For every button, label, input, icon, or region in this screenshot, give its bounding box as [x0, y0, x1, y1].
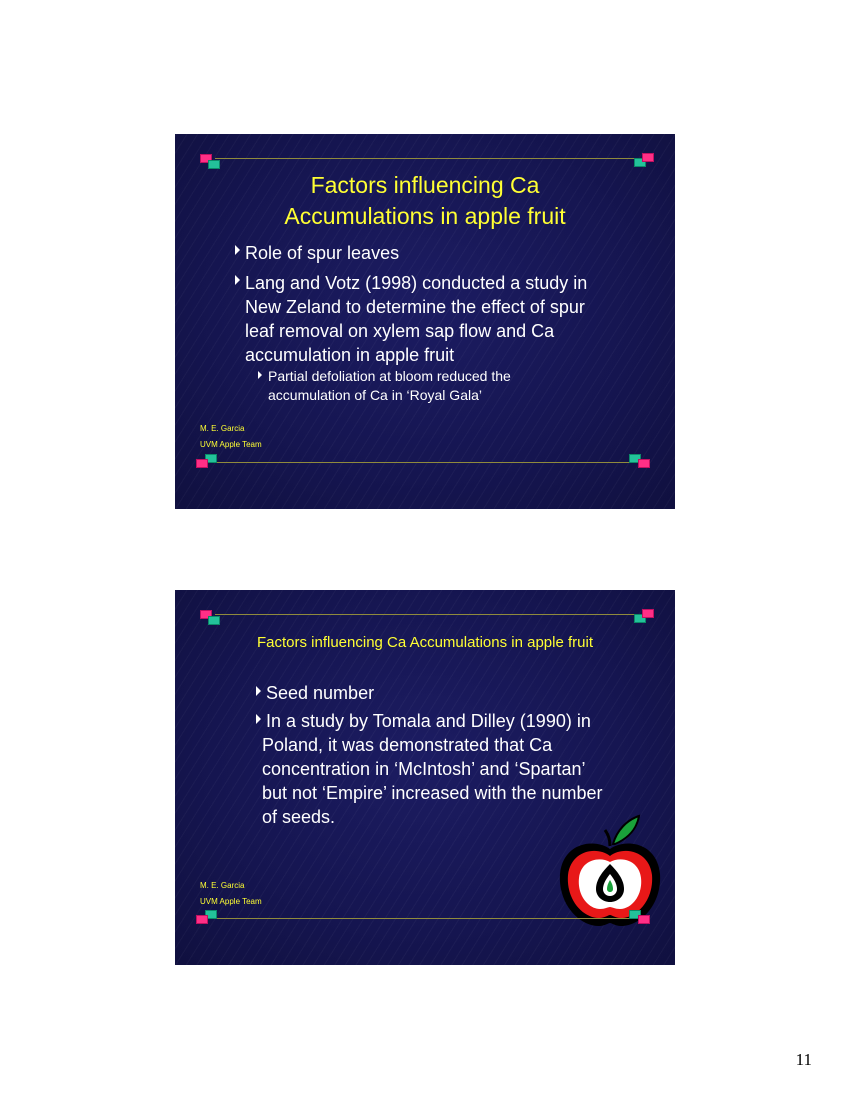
bullet-text: Poland, it was demonstrated that Ca	[262, 735, 553, 755]
title-line-2: Accumulations in apple fruit	[284, 203, 566, 229]
sub-bullet-text: accumulation of Ca in ‘Royal Gala’	[268, 387, 482, 403]
sub-bullet-text: Partial defoliation at bloom reduced the	[268, 368, 511, 384]
page-number: 11	[795, 1050, 812, 1069]
footer-team: UVM Apple Team	[200, 440, 262, 449]
apple-logo-icon	[555, 812, 665, 930]
slide-title: Factors influencing Ca Accumulations in apple fruit	[256, 634, 593, 651]
bullet-text: leaf removal on xylem sap flow and Ca	[245, 321, 555, 341]
bullet-text: In a study by Tomala and Dilley (1990) in	[266, 711, 591, 731]
decorative-square-icon	[208, 616, 220, 625]
slide-title	[235, 170, 615, 232]
bullet-item	[262, 709, 603, 829]
bullet-text: Lang and Votz (1998) conducted a study in	[245, 273, 588, 293]
decorative-square-icon	[638, 459, 650, 468]
sub-bullet-item	[268, 367, 511, 405]
bullet-text: Seed number	[266, 683, 375, 703]
bullet-text: Role of spur leaves	[245, 243, 400, 263]
decorative-square-icon	[642, 609, 654, 618]
footer-author: M. E. Garcia	[200, 424, 245, 433]
bottom-rule	[215, 918, 635, 919]
bullet-text: but not ‘Empire’ increased with the number	[262, 783, 603, 803]
top-rule	[215, 158, 635, 159]
bullet-text: accumulation in apple fruit	[245, 345, 455, 365]
footer-team: UVM Apple Team	[200, 897, 262, 906]
bullet-arrow-icon	[235, 275, 240, 285]
top-rule	[215, 614, 635, 615]
title-line-1: Factors influencing Ca	[310, 172, 540, 198]
footer-author: M. E. Garcia	[200, 881, 245, 890]
decorative-square-icon	[208, 160, 220, 169]
slide-footer	[200, 878, 262, 910]
bullet-item	[245, 241, 399, 265]
bullet-text: concentration in ‘McIntosh’ and ‘Spartan’	[262, 759, 586, 779]
decorative-square-icon	[638, 915, 650, 924]
bullet-arrow-icon	[256, 714, 261, 724]
slide-1	[175, 134, 675, 509]
decorative-square-icon	[196, 915, 208, 924]
bullet-arrow-icon	[258, 371, 262, 379]
bullet-text: of seeds.	[262, 807, 336, 827]
bullet-item	[245, 271, 587, 367]
decorative-square-icon	[196, 459, 208, 468]
bullet-arrow-icon	[235, 245, 240, 255]
bottom-rule	[215, 462, 635, 463]
bullet-item	[266, 681, 374, 705]
slide-2	[175, 590, 675, 965]
slide-footer	[200, 421, 262, 453]
bullet-text: New Zeland to determine the effect of spur	[245, 297, 585, 317]
decorative-square-icon	[642, 153, 654, 162]
bullet-arrow-icon	[256, 686, 261, 696]
